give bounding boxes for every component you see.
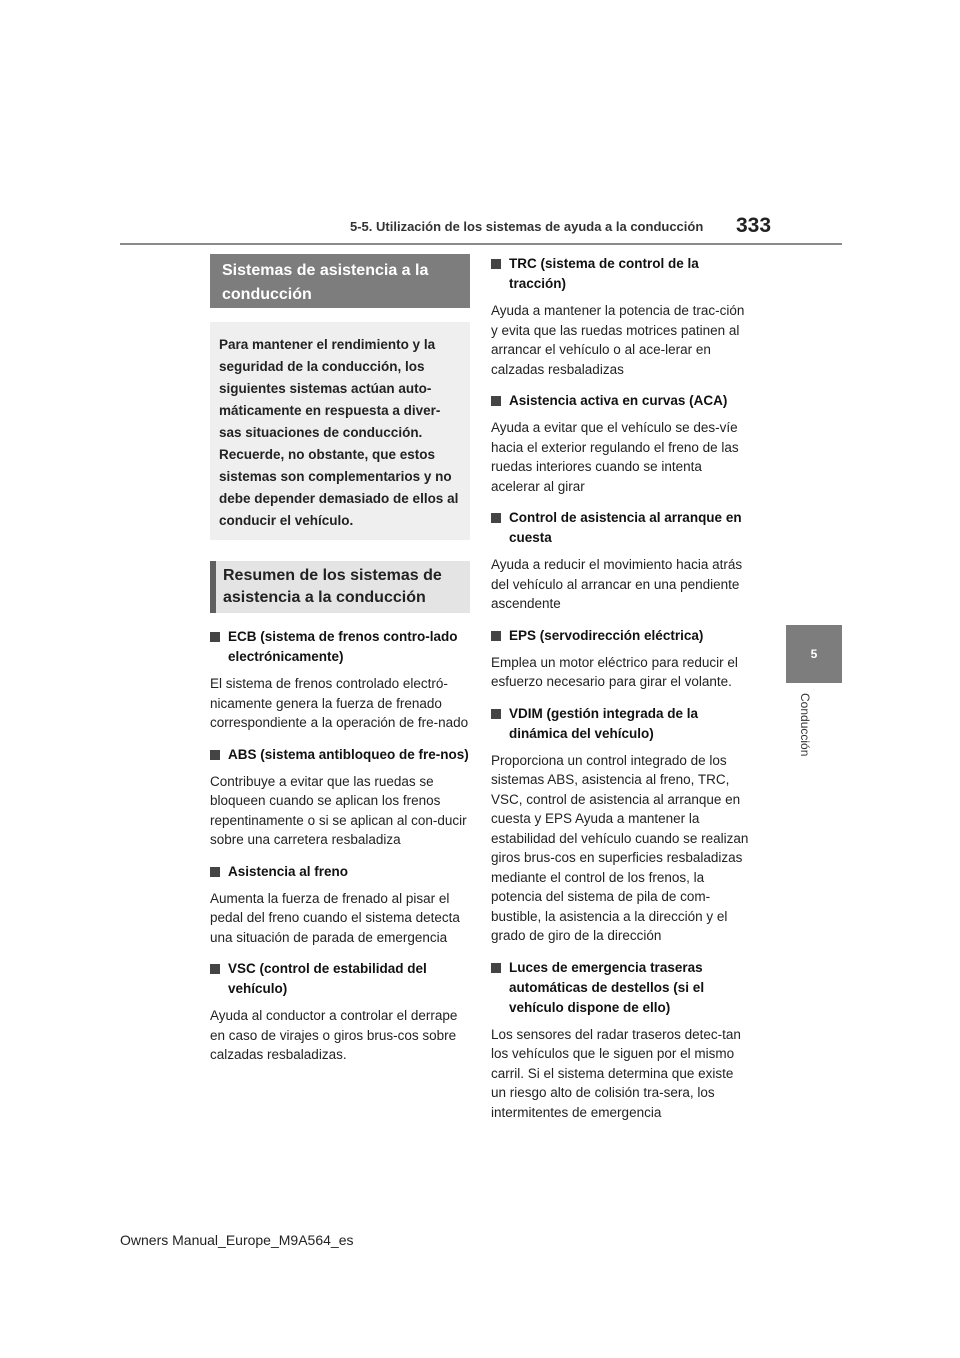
list-item	[491, 391, 749, 496]
list-item	[210, 627, 470, 733]
list-item	[491, 254, 749, 379]
square-bullet-icon	[210, 750, 220, 760]
item-body: Los sensores del radar traseros detec-tan los vehículos que le siguen por el mismo carril. Si el sistema determina que existe un riesgo alto de colisión tra-sera, los intermitentes de emergencia	[491, 1026, 741, 1120]
item-title: TRC (sistema de control de la tracción)	[509, 256, 699, 291]
subsection-heading: Resumen de los sistemas de asistencia a la conducción	[210, 561, 470, 613]
item-title: VSC (control de estabilidad del vehículo)	[228, 961, 427, 996]
item-body: Proporciona un control integrado de los sistemas ABS, asistencia al freno, TRC, VSC, control de asistencia al arranque en cuesta y EPS Ayuda a mantener la estabilidad del vehículo cuando se realizan giros brus-cos en superficies resbaladizas mediante el control de los frenos, la potencia del sistema de pila de com-bustible, la asistencia a la dirección y el grado de giro de la dirección	[491, 752, 749, 943]
right-column	[491, 254, 749, 1122]
left-column	[210, 254, 470, 1065]
item-title: Asistencia activa en curvas (ACA)	[509, 393, 728, 408]
intro-box: Para mantener el rendimiento y la seguridad de la conducción, los siguientes sistemas actúan auto-máticamente en respuesta a diver-sas situaciones de conducción. Recuerde, no obstante, que estos sistemas son complementarios y no debe depender demasiado de ellos al conducir el vehículo.	[210, 322, 470, 540]
square-bullet-icon	[491, 396, 501, 406]
item-body: Ayuda a reducir el movimiento hacia atrás del vehículo al arrancar en una pendiente ascendente	[491, 557, 743, 611]
item-title: EPS (servodirección eléctrica)	[509, 627, 704, 643]
square-bullet-icon	[491, 513, 501, 523]
footer-text: Owners Manual_Europe_M9A564_es	[120, 1232, 354, 1248]
item-body: Emplea un motor eléctrico para reducir el esfuerzo necesario para girar el volante.	[491, 654, 738, 689]
list-item	[210, 745, 470, 850]
list-item	[491, 508, 749, 614]
item-title: ECB (sistema de frenos contro-lado electrónicamente)	[228, 629, 458, 664]
square-bullet-icon	[491, 631, 501, 641]
square-bullet-icon	[491, 709, 501, 719]
item-title: ABS (sistema antibloqueo de fre-nos)	[228, 746, 469, 762]
section-title: 5-5. Utilización de los sistemas de ayuda a la conducción	[350, 219, 704, 234]
chapter-tab	[786, 625, 842, 683]
list-item	[491, 704, 749, 946]
header-divider	[120, 243, 842, 245]
square-bullet-icon	[210, 632, 220, 642]
list-item	[491, 626, 749, 692]
page-number: 333	[736, 214, 772, 237]
chapter-number: 5	[810, 647, 818, 661]
item-title: Luces de emergencia traseras automáticas de destellos (si el vehículo dispone de ello)	[509, 959, 705, 1015]
item-body: Ayuda al conductor a controlar el derrape en caso de virajes o giros brus-cos sobre calzadas resbaladizas.	[210, 1008, 458, 1062]
list-item	[210, 959, 470, 1065]
square-bullet-icon	[491, 963, 501, 973]
list-item	[210, 862, 470, 948]
square-bullet-icon	[210, 867, 220, 877]
item-body: El sistema de frenos controlado electró-nicamente genera la fuerza de frenado correspondiente a la operación de fre-nado	[210, 676, 469, 730]
item-title: VDIM (gestión integrada de la dinámica del vehículo)	[509, 705, 699, 741]
item-title: Control de asistencia al arranque en cuesta	[509, 510, 742, 545]
item-body: Ayuda a mantener la potencia de trac-ción y evita que las ruedas motrices patinen al arrancar el vehículo o al ace-lerar en calzadas resbaladizas	[491, 303, 745, 377]
chapter-label: Conducción	[798, 693, 812, 757]
square-bullet-icon	[491, 259, 501, 269]
section-heading: Sistemas de asistencia a la conducción	[210, 254, 470, 308]
square-bullet-icon	[210, 964, 220, 974]
item-title: Asistencia al freno	[228, 863, 349, 879]
item-body: Ayuda a evitar que el vehículo se des-víe hacia el exterior regulando el freno de las ruedas interiores cuando se intenta acelerar al girar	[491, 420, 739, 494]
list-item	[491, 958, 749, 1123]
item-body: Aumenta la fuerza de frenado al pisar el pedal del freno cuando el sistema detecta una situación de parada de emergencia	[210, 890, 460, 945]
item-body: Contribuye a evitar que las ruedas se bloqueen cuando se aplican los frenos repentinamente o si se aplican al con-ducir sobre una carretera resbaladiza	[210, 773, 467, 847]
